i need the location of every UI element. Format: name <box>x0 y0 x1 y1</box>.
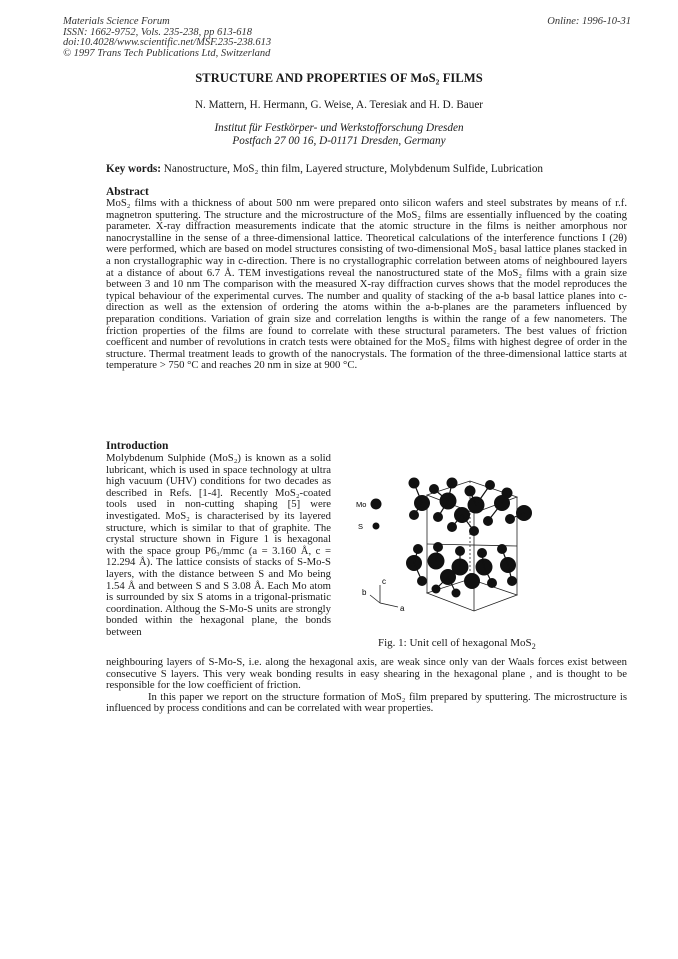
journal-header <box>63 17 271 59</box>
author-list: N. Mattern, H. Hermann, G. Weise, A. Teresiak and H. D. Bauer <box>194 99 484 111</box>
introduction-paragraph-2: In this paper we report on the structure formation of MoS₂ film prepared by sputtering. The microstructure is influenced by process conditions and can be correlated with wear properties. <box>106 690 627 715</box>
legend-mo-atom <box>371 499 382 510</box>
abstract-heading: Abstract <box>106 186 149 198</box>
introduction-full-text <box>106 657 627 715</box>
keywords-text: Nanostructure, MoS₂ thin film, Layered structure, Molybdenum Sulfide, Lubrication <box>161 163 544 175</box>
axis-c-label: c <box>382 577 386 586</box>
introduction-heading: Introduction <box>106 440 169 452</box>
issn-line: ISSN: 1662-9752, Vols. 235-238, pp 613-618 <box>63 26 252 38</box>
doi-line: doi:10.4028/www.scientific.net/MSF.235-238.613 <box>63 37 272 49</box>
legend-mo-label: Mo <box>356 500 367 509</box>
abstract-text: MoS₂ films with a thickness of about 500 nm were prepared onto silicon wafers and steel substrates by means of r.f. magnetron sputtering. The structure and the microstructure of the MoS₂ films are essentially influenced by the coating parameter. X-ray diffraction measurements indicate that the atomic structure in the films is neither amorphous nor nanocrystalline in the sense of a three-dimensional lattice. Theoretical calculations of the interference functions I (2θ) were performed, which are based on model structures consisting of two-dimensional MoS₂ basal lattice planes stacked in a non crystallographic way in c-direction. There is no crystallographic correlation between atoms of neighboured layers at a distance of about 6.7 Å. TEM investigations reveal the nanostructured state of the MoS₂ films with a grain size between 3 and 10 nm The comparison with the measured X-ray diffraction curves shows that the model reproduces the typical behaviour of the experimental curves. The number and quality of stacking of the a-b basal lattice planes into c-direction as well as the extension of ordering the atoms within the a-b-planes are the parameters influenced by preparation conditions. Variation of grain size and correlation lengths is within the range of a few nanometers. The friction properties of the films are found to correlate with these structural parameters. The best values of friction coefficent and number of revolutions in cratch tests were obtained for the MoS₂ films with highest degree of order in the structure. Thermal treatment leads to growth of the nanocrystals. The formation of the three-dimensional lattice starts at temperature > 750 °C and reaches 20 nm in size at 900 °C. <box>106 197 627 372</box>
online-date: Online: 1996-10-31 <box>547 16 631 27</box>
axis-a-label: a <box>400 604 405 613</box>
axis-b-label: b <box>362 588 367 597</box>
affiliation-line-1: Institut für Festkörper- und Werkstofforschung Dresden <box>214 122 464 134</box>
affiliation <box>0 122 678 148</box>
unit-cell-diagram <box>352 463 552 613</box>
copyright-line: © 1997 Trans Tech Publications Ltd, Switzerland <box>63 47 271 59</box>
keywords-line <box>106 163 626 175</box>
journal-name: Materials Science Forum <box>63 16 170 27</box>
keywords-label: Key words: <box>106 163 161 175</box>
introduction-continuation: neighbouring layers of S-Mo-S, i.e. along the hexagonal axis, are weak since only van der Waals forces exist between consecutive S layers. This very weak bonding results in easy shearing in the hexagonal plane , and is thought to be responsible for the low coefficient of friction. <box>106 656 627 692</box>
affiliation-line-2: Postfach 27 00 16, D-01171 Dresden, Germany <box>232 135 446 147</box>
figure-caption-text: Fig. 1: Unit cell of hexagonal MoS <box>378 637 532 649</box>
figure-unit-cell <box>352 463 552 613</box>
figure-caption <box>378 637 536 651</box>
legend-s-label: S <box>358 522 364 531</box>
paper-title: STRUCTURE AND PROPERTIES OF MoS₂ FILMS <box>195 71 483 85</box>
legend-s-atom <box>373 523 380 530</box>
figure-caption-subscript: 2 <box>531 642 536 652</box>
introduction-column-text: Molybdenum Sulphide (MoS₂) is known as a solid lubricant, which is used in space technology at ultra high vacuum (UHV) conditions for two decades as described in Refs. [1-4]. Recently MoS₂-coated tools used in non-cutting shaping [5] were investigated. MoS₂ is characterised by its layered structure, which is similar to that of graphite. The crystal structure shown in Figure 1 is hexagonal with the space group P6₃/mmc (a = 3.160 Å, c = 12.294 Å). The lattice consists of stacks of S-Mo-S layers, with the distance between S and Mo being 1.54 Å and between S and S 3.08 Å. Each Mo atom is surrounded by six S atoms in a trigonal-prismatic coordination. Althoug the S-Mo-S units are strongly bonded within the hexagonal plane, the bonds between <box>106 452 331 638</box>
